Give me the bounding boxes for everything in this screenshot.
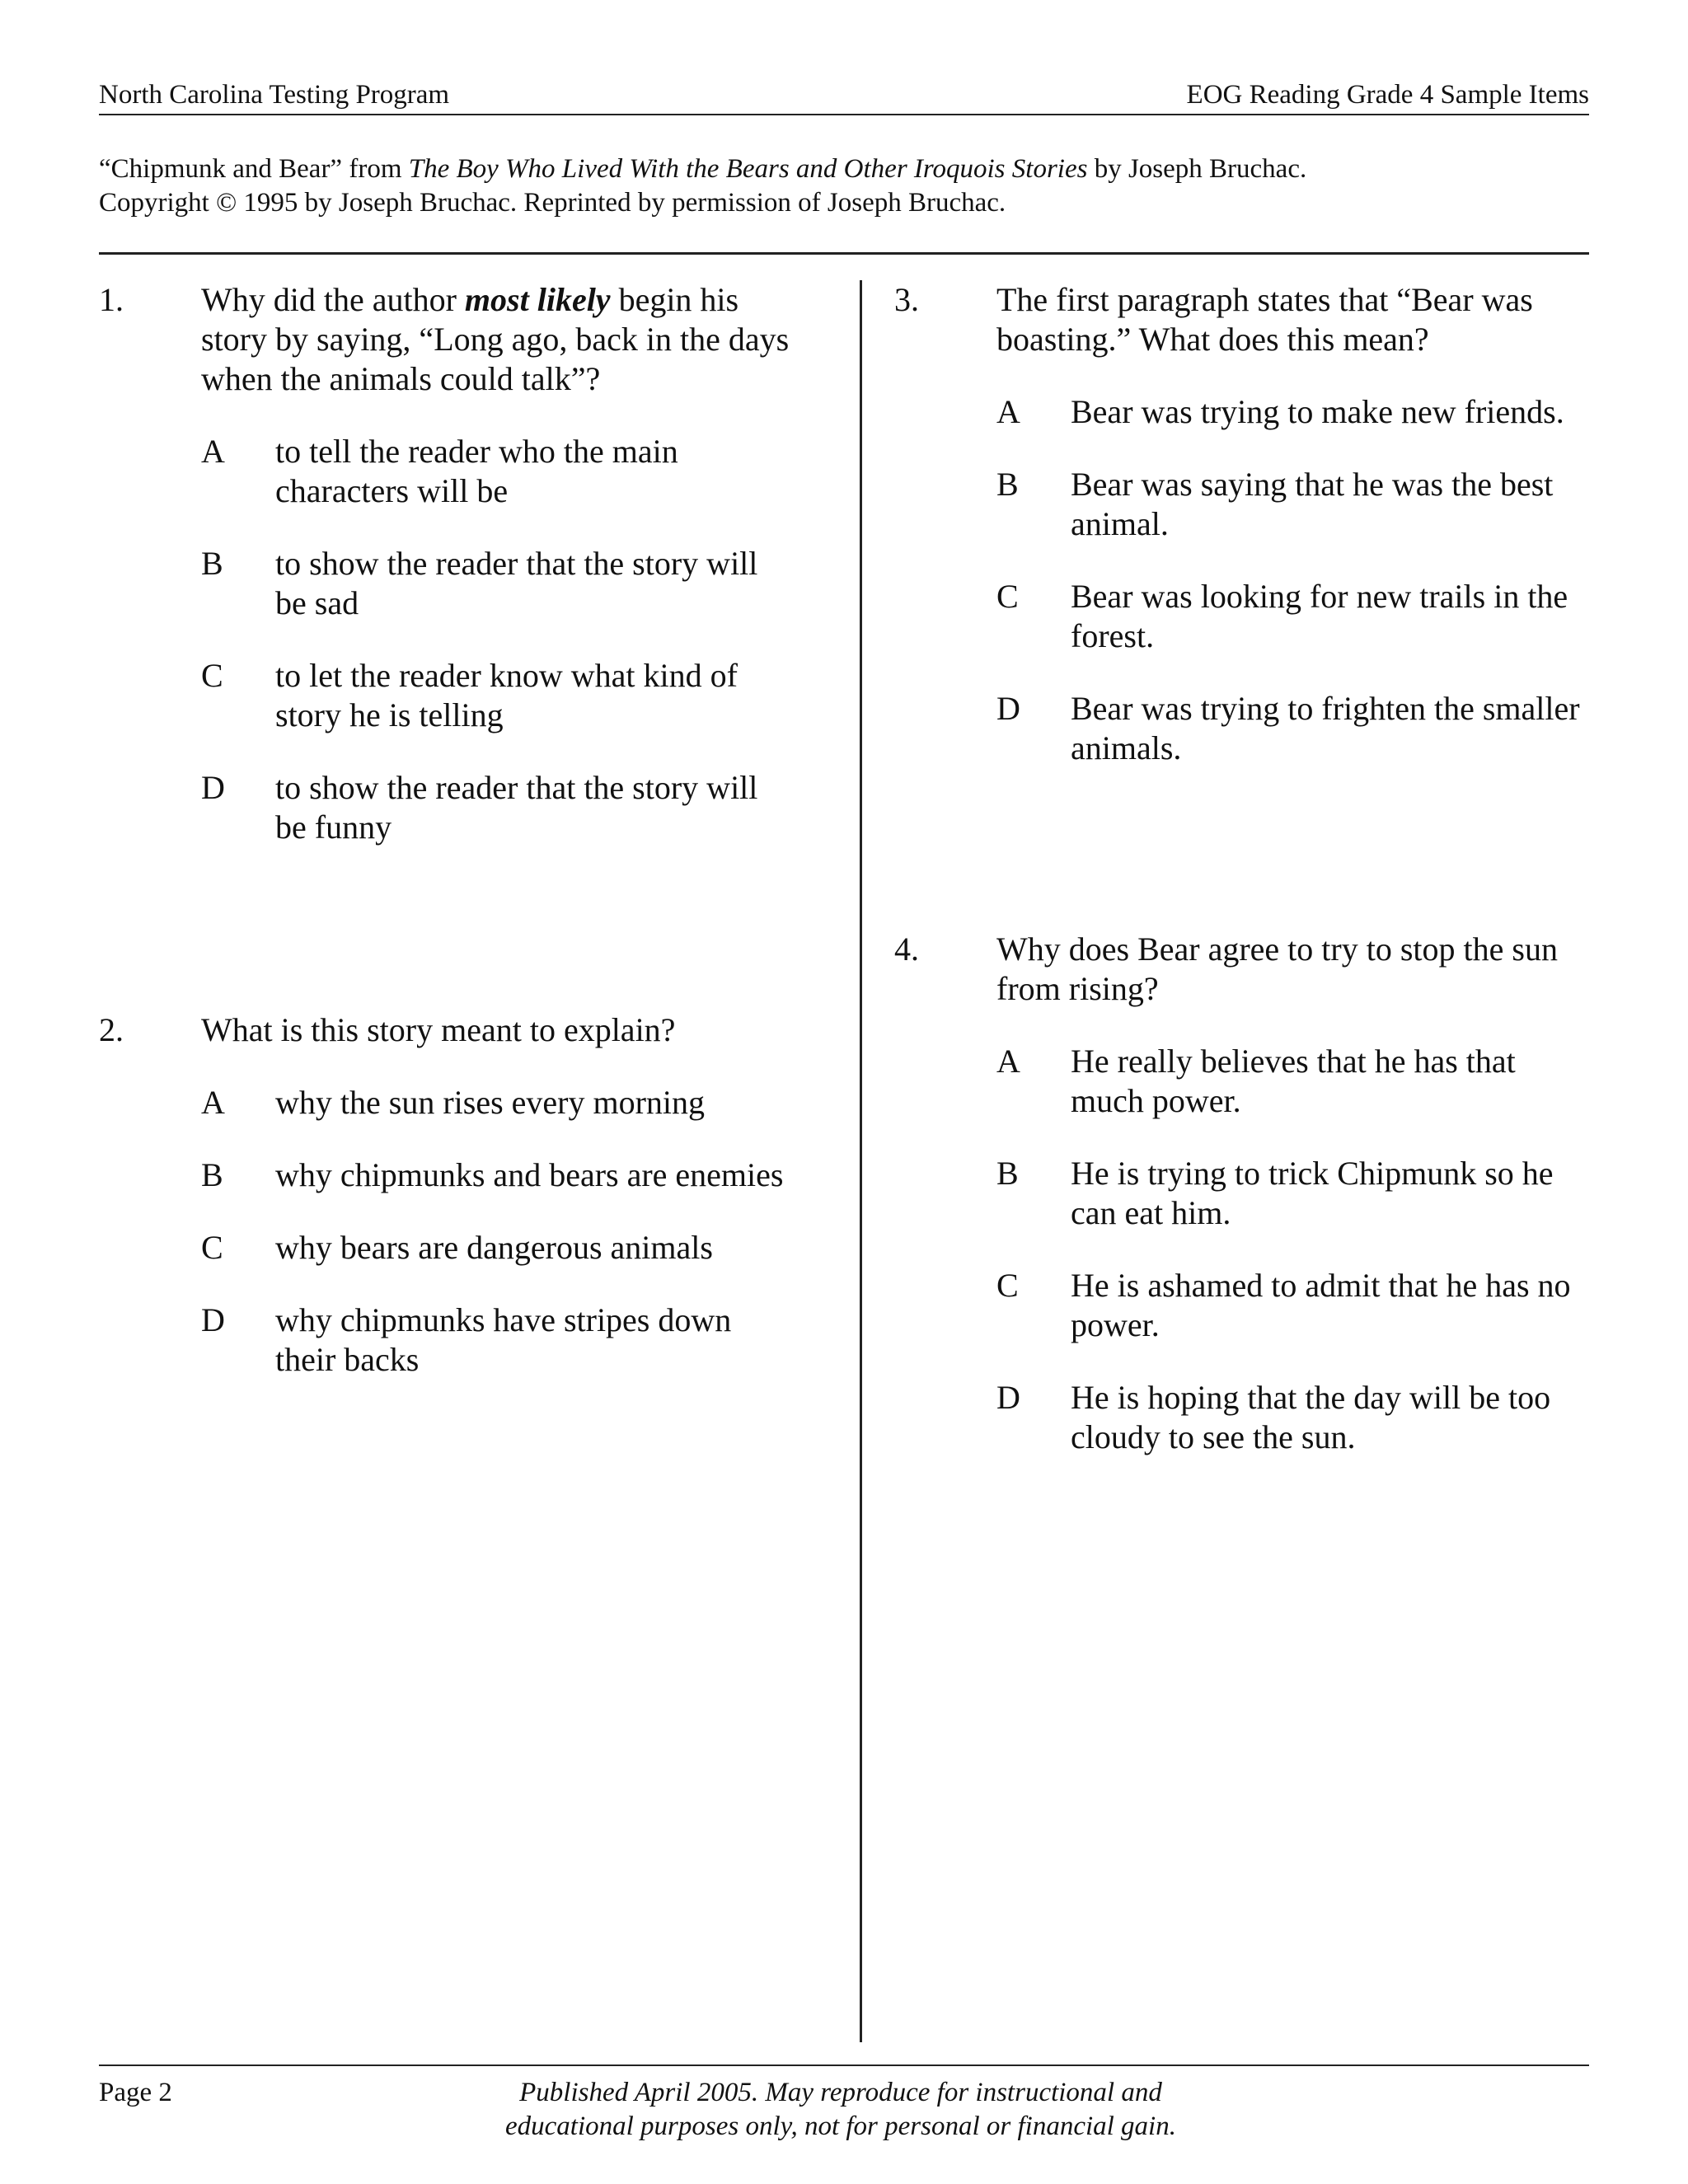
option-letter: C bbox=[201, 657, 223, 694]
answer-option-b[interactable] bbox=[201, 544, 791, 623]
answer-option-d[interactable] bbox=[201, 1301, 791, 1380]
option-letter: C bbox=[996, 578, 1019, 615]
option-letter: A bbox=[201, 1084, 225, 1121]
question-4 bbox=[894, 930, 1587, 1490]
answer-options bbox=[99, 1083, 791, 1380]
answer-option-b[interactable] bbox=[201, 1155, 791, 1195]
option-text: to let the reader know what kind of story he is telling bbox=[275, 657, 738, 733]
answer-option-c[interactable] bbox=[201, 656, 791, 735]
question-number: 4. bbox=[894, 930, 919, 968]
stem-emphasis: most likely bbox=[464, 281, 611, 318]
publication-note-line-2: educational purposes only, not for personal or financial gain. bbox=[505, 2111, 1176, 2141]
option-letter: C bbox=[201, 1229, 223, 1266]
answer-option-c[interactable] bbox=[201, 1228, 791, 1268]
option-letter: D bbox=[201, 1301, 225, 1338]
option-letter: B bbox=[996, 1155, 1019, 1192]
option-text: Bear was trying to frighten the smaller animals. bbox=[1071, 690, 1580, 766]
option-text: He really believes that he has that much power. bbox=[1071, 1043, 1516, 1119]
answer-option-a[interactable] bbox=[201, 432, 791, 511]
credit-author: by Joseph Bruchac. bbox=[1087, 154, 1307, 184]
question-stem: What is this story meant to explain? bbox=[201, 1011, 676, 1048]
question-number: 3. bbox=[894, 281, 919, 318]
page-header bbox=[99, 77, 1589, 115]
credit-book-title: The Boy Who Lived With the Bears and Other Iroquois Stories bbox=[408, 154, 1088, 184]
header-title: EOG Reading Grade 4 Sample Items bbox=[1186, 80, 1589, 110]
question-1 bbox=[99, 280, 791, 880]
question-2 bbox=[99, 1010, 791, 1413]
option-text: why chipmunks have stripes down their backs bbox=[275, 1301, 732, 1378]
credit-line-1 bbox=[99, 152, 1589, 186]
top-divider bbox=[99, 252, 1589, 255]
option-letter: A bbox=[996, 393, 1020, 430]
page-number: Page 2 bbox=[99, 2078, 172, 2107]
question-stem: The first paragraph states that “Bear was boasting.” What does this mean? bbox=[996, 281, 1533, 358]
option-text: why bears are dangerous animals bbox=[275, 1229, 713, 1266]
answer-option-d[interactable] bbox=[996, 1378, 1587, 1457]
stem-text: Why did the author bbox=[201, 281, 465, 318]
publication-note-line-1: Published April 2005. May reproduce for instructional and bbox=[519, 2078, 1162, 2107]
answer-option-c[interactable] bbox=[996, 1266, 1587, 1345]
answer-option-b[interactable] bbox=[996, 465, 1587, 544]
option-letter: D bbox=[996, 690, 1020, 727]
stem-text: begin his story by saying, “Long ago, back in the days when the animals could talk”? bbox=[201, 281, 790, 397]
option-letter: B bbox=[201, 545, 223, 582]
option-text: why chipmunks and bears are enemies bbox=[275, 1156, 784, 1193]
option-letter: B bbox=[201, 1156, 223, 1193]
answer-option-c[interactable] bbox=[996, 577, 1587, 656]
option-letter: A bbox=[201, 433, 225, 470]
option-text: He is trying to trick Chipmunk so he can eat him. bbox=[1071, 1155, 1554, 1231]
option-letter: A bbox=[996, 1043, 1020, 1080]
answer-options bbox=[894, 1042, 1587, 1457]
answer-option-a[interactable] bbox=[201, 1083, 791, 1122]
question-number: 2. bbox=[99, 1011, 124, 1048]
publication-note bbox=[412, 2076, 1269, 2144]
option-text: why the sun rises every morning bbox=[275, 1084, 706, 1121]
question-number: 1. bbox=[99, 281, 124, 318]
option-text: He is hoping that the day will be too cloudy to see the sun. bbox=[1071, 1379, 1551, 1455]
answer-option-b[interactable] bbox=[996, 1154, 1587, 1233]
option-text: to show the reader that the story will be funny bbox=[275, 769, 758, 846]
answer-option-a[interactable] bbox=[996, 392, 1587, 432]
option-letter: D bbox=[996, 1379, 1020, 1416]
option-text: He is ashamed to admit that he has no power. bbox=[1071, 1267, 1571, 1343]
option-text: Bear was looking for new trails in the forest. bbox=[1071, 578, 1568, 654]
question-stem bbox=[201, 280, 791, 399]
header-program: North Carolina Testing Program bbox=[99, 80, 450, 110]
option-letter: D bbox=[201, 769, 225, 806]
answer-option-d[interactable] bbox=[996, 689, 1587, 768]
option-letter: C bbox=[996, 1267, 1019, 1304]
passage-credit bbox=[99, 152, 1589, 220]
credit-from: from bbox=[342, 154, 409, 184]
option-text: Bear was trying to make new friends. bbox=[1071, 393, 1564, 430]
option-text: to tell the reader who the main characters will be bbox=[275, 433, 678, 509]
option-text: to show the reader that the story will be sad bbox=[275, 545, 758, 621]
question-stem: Why does Bear agree to try to stop the sun from rising? bbox=[996, 930, 1558, 1007]
answer-options bbox=[894, 392, 1587, 768]
bottom-divider bbox=[99, 2064, 1589, 2066]
question-3 bbox=[894, 280, 1587, 801]
answer-option-a[interactable] bbox=[996, 1042, 1587, 1121]
answer-option-d[interactable] bbox=[201, 768, 791, 847]
credit-story-title: “Chipmunk and Bear” bbox=[99, 154, 343, 184]
column-divider bbox=[860, 280, 862, 2042]
credit-line-2: Copyright © 1995 by Joseph Bruchac. Reprinted by permission of Joseph Bruchac. bbox=[99, 188, 1006, 218]
answer-options bbox=[99, 432, 791, 847]
option-text: Bear was saying that he was the best animal. bbox=[1071, 466, 1554, 542]
option-letter: B bbox=[996, 466, 1019, 503]
